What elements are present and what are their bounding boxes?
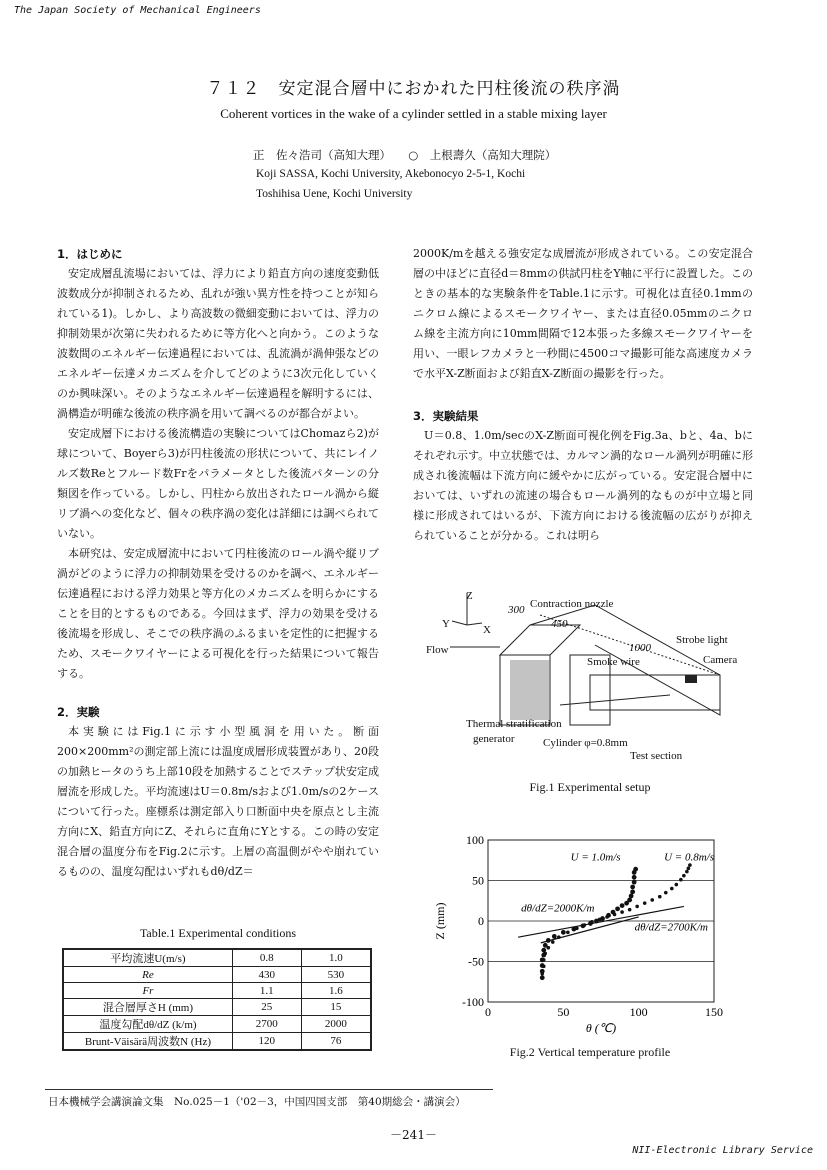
line-2-label: dθ/dZ=2700K/m [634, 921, 708, 934]
fig1-strobe: Strobe light [676, 634, 728, 646]
right-column [413, 244, 753, 546]
data-point [635, 905, 639, 909]
table-label-cell: 温度勾配dθ/dZ (k/m) [63, 1016, 232, 1033]
table-row [63, 999, 371, 1016]
data-point [551, 940, 555, 944]
data-point [630, 885, 635, 890]
fig1-thermal-1: Thermal stratification [466, 718, 562, 730]
x-tick-label: 150 [705, 1005, 723, 1019]
y-tick-label: 100 [466, 833, 484, 847]
table-row [63, 983, 371, 999]
table-value-cell: 1.6 [301, 983, 371, 999]
left-column [57, 244, 379, 882]
fig2-chart [430, 828, 760, 1043]
data-point [687, 867, 691, 871]
table-row [63, 1016, 371, 1033]
data-point [628, 908, 632, 912]
fig1-nozzle: Contraction nozzle [530, 598, 614, 610]
fig2-caption: Fig.2 Vertical temperature profile [509, 1045, 671, 1059]
fig1-dim-300: 300 [508, 604, 525, 616]
data-point [583, 923, 587, 927]
data-point [650, 898, 654, 902]
data-point [643, 901, 647, 905]
fig1-setup-drawing [420, 585, 760, 770]
section-2-paragraph-1: 本実験にはFig.1に示す小型風洞を用いた。断面200×200mm²の測定部上流には温度成層形成装置があり、20段の加熱ヒータのうち上部10段を加熱することでステップ状安定成層流を形成した。平均流速はU＝0.8m/sおよび1.0m/sの2ケースについて行った。座標系は測定部入り口断面中央を原点とし主流方向にX、鉛直方向にZ、それらに直角にYとする。この時の安定混合層の温度分布をFig.2に示す。上層の高温側がやや崩れているものの、温度勾配はいずれもdθ/dZ＝ [57, 725, 379, 878]
data-point [658, 895, 662, 899]
data-point [575, 926, 579, 930]
data-point [664, 891, 668, 895]
data-point [685, 870, 689, 874]
y-tick-label: -50 [468, 954, 484, 969]
data-point [540, 975, 545, 980]
fig1-x: X [483, 624, 491, 636]
fig1-dim-450: 450 [551, 618, 568, 630]
fig1-thermal-2: generator [473, 733, 515, 745]
authors-en-1: Koji SASSA, Kochi University, Akebonocyo 2-5-1, Kochi [256, 168, 526, 180]
line-1-label: dθ/dZ=2000K/m [521, 902, 595, 915]
table-row [63, 1033, 371, 1051]
table-value-cell: 2000 [301, 1016, 371, 1033]
data-point [552, 934, 557, 939]
footer-proceedings: 日本機械学会講演論文集 No.025－1（'02－3，中国四国支部 第40期総会・講演会） [48, 1096, 466, 1108]
table-value-cell: 530 [301, 967, 371, 983]
table-row [63, 949, 371, 967]
section-2-heading: 2．実験 [57, 705, 100, 719]
data-point [675, 883, 679, 887]
data-point [542, 965, 546, 969]
section-3-heading: 3．実験結果 [413, 409, 479, 423]
data-point [542, 958, 546, 962]
table-label-cell: 混合層厚さH (mm) [63, 999, 232, 1016]
library-footer: NII-Electronic Library Service [632, 1145, 813, 1156]
table-value-cell: 1.1 [232, 983, 301, 999]
x-tick-label: 50 [557, 1005, 570, 1019]
table-value-cell: 430 [232, 967, 301, 983]
title-jp: ７１２ 安定混合層中におかれた円柱後流の秩序渦 [206, 79, 621, 99]
data-point [605, 915, 609, 919]
y-tick-label: -100 [462, 995, 484, 1009]
data-point [561, 930, 566, 935]
data-point [590, 920, 594, 924]
data-point [613, 913, 617, 917]
fig1-z: Z [466, 590, 473, 602]
table-value-cell: 15 [301, 999, 371, 1016]
fig1-flow: Flow [426, 644, 449, 656]
table-label-cell: 平均流速U(m/s) [63, 949, 232, 967]
data-point [670, 887, 674, 891]
table-value-cell: 1.0 [301, 949, 371, 967]
y-tick-label: 0 [478, 914, 484, 928]
data-point [632, 875, 637, 880]
section-2-paragraph-2: 2000K/mを越える強安定な成層流が形成されている。この安定混合層の中ほどに直径d＝8mmの供試円柱をY軸に平行に設置した。このときの基本的な実験条件をTable.1に示す。可視化は直径0.1mmのニクロム線によるスモークワイヤー、または直径0.05mmのニクロム線を主流方向に10mm間隔で12本張った多線スモークワイヤーを用い、一眼レフカメラと一秒間に4500コマ撮影可能な高速度カメラで水平X-Z断面および鉛直X-Z断面の撮影を行った。 [413, 247, 753, 380]
y-tick-label: 50 [472, 873, 484, 888]
table-value-cell: 25 [232, 999, 301, 1016]
section-1-paragraph-3: 本研究は、安定成層流中において円柱後流のロール渦や縦リブ渦がどのように浮力の抑制効果を受けるのかを調べ、エネルギー伝達過程における浮力効果と等方化のメカニズムを明らかにすることを目的とするものである。今回はまず、浮力の効果を受ける後流場を形成し、そこでの秩序渦のふるまいを定性的に把握するため、スモークワイヤーによる可視化を行った結果について報告する。 [57, 547, 379, 680]
fig1-dim-1000: 1000 [629, 642, 651, 654]
data-point [682, 874, 686, 878]
data-point [632, 880, 637, 885]
table-row [63, 967, 371, 983]
data-point [557, 935, 561, 939]
data-point [566, 931, 570, 935]
data-point [540, 972, 544, 976]
camera-icon [685, 675, 697, 683]
data-point [688, 863, 692, 867]
section-1-paragraph-2: 安定成層下における後流構造の実験についてはChomazら2)が球について、Boyerら3)が円柱後流の形状について、共にレイノルズ数Reとフルード数Frをパラメータとした後流パターンの分類図を作っている。しかし、円柱から放出されたロール渦から縦リブ渦への変化など、個々の秩序渦の変化は詳細には調べられていない。 [57, 427, 379, 540]
section-1-paragraph-1: 安定成層乱流場においては、浮力により鉛直方向の速度変動低波数成分が抑制されるため、乱れが強い異方性を持つことが知られている1)。しかし、より高波数の微細変動においては、浮力の抑制効果が次第に失われるために等方化へと向かう。このような波数間のエネルギー伝達過程においては、乱流渦が渦伸張などのエネルギー伝達メカニズムを介してどのように3次元化していくのか興味深い。そのようなエネルギー伝達過程を解明するには、渦構造が明確な後流の秩序渦を用いて調べるのが都合がよい。 [57, 267, 379, 420]
page-number: －241－ [390, 1128, 437, 1142]
title-en: Coherent vortices in the wake of a cylinder settled in a stable mixing layer [220, 106, 607, 121]
fig1-cylinder: Cylinder φ=0.8mm [543, 737, 628, 749]
series-1-label: U = 1.0m/s [570, 851, 621, 864]
data-point [679, 878, 683, 882]
table-value-cell: 2700 [232, 1016, 301, 1033]
table-value-cell: 0.8 [232, 949, 301, 967]
data-point [615, 906, 620, 911]
table-label-cell: Brunt-Väisärä周波数N (Hz) [63, 1033, 232, 1051]
y-axis-label: Z (mm) [433, 902, 447, 940]
fig1-smoke: Smoke wire [587, 656, 640, 668]
data-point [546, 938, 551, 943]
table-label-cell: Fr [63, 983, 232, 999]
section-1-heading: 1．はじめに [57, 247, 123, 261]
authors-jp: 正 佐々浩司（高知大理） ○ 上根壽久（高知大理院） [253, 148, 557, 162]
x-tick-label: 0 [485, 1005, 491, 1019]
data-point [633, 867, 638, 872]
fig1-y: Y [442, 618, 450, 630]
footer-rule [45, 1089, 493, 1090]
fig1-camera: Camera [703, 654, 738, 666]
fig1-caption: Fig.1 Experimental setup [529, 780, 651, 794]
data-point [620, 910, 624, 914]
fig1-test-section: Test section [630, 750, 683, 762]
x-tick-label: 100 [629, 1005, 648, 1019]
authors-en-2: Toshihisa Uene, Kochi University [256, 188, 413, 200]
section-3-paragraph-1: U＝0.8、1.0m/secのX-Z断面可視化例をFig.3a、bと、4a、bにそれぞれ示す。中立状態では、カルマン渦的なロール渦列が明確に形成され後流幅は下流方向に緩やかに広がっている。安定混合層中においては、いずれの流速の場合もロール渦列的なものが中立場と同様に形成されてはいるが、下流方向における後流幅の広がりが抑えられていることが分かる。これは明ら [413, 429, 753, 542]
data-point [543, 952, 547, 956]
data-point [598, 918, 602, 922]
data-point [546, 946, 550, 950]
series-2-label: U = 0.8m/s [664, 851, 714, 864]
table-value-cell: 120 [232, 1033, 301, 1051]
x-axis-label: θ (℃) [585, 1021, 617, 1035]
table-1 [62, 948, 372, 1051]
table-value-cell: 76 [301, 1033, 371, 1051]
data-point [630, 889, 635, 894]
table-label-cell: Re [63, 967, 232, 983]
contraction-nozzle-outline [500, 625, 580, 655]
table-1-caption: Table.1 Experimental conditions [139, 926, 297, 940]
society-header: The Japan Society of Mechanical Engineers [14, 5, 261, 16]
cylinder [560, 695, 670, 705]
data-point [620, 903, 625, 908]
